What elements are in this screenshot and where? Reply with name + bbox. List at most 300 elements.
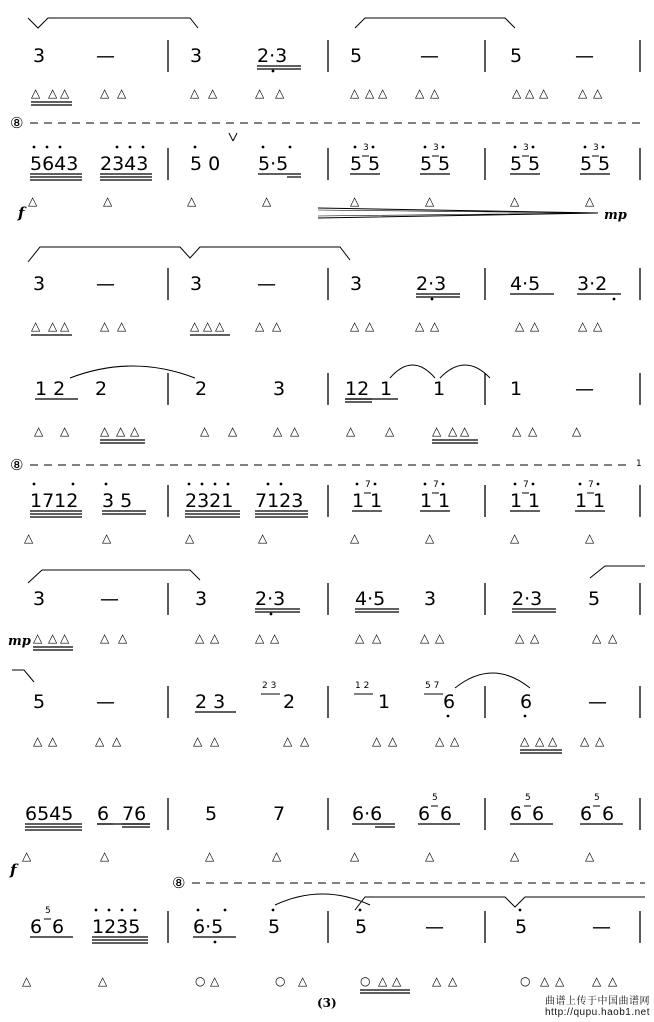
grace-note: 3	[433, 143, 439, 153]
accent-mark: △	[460, 424, 470, 438]
octave-dot	[108, 909, 111, 912]
accent-mark: △	[272, 319, 282, 333]
octave-dot	[514, 146, 517, 149]
accent-mark: △	[60, 424, 70, 438]
accent-mark: △	[578, 319, 588, 333]
accent-mark: △	[100, 424, 110, 438]
octave-dot	[372, 146, 375, 149]
note: —	[100, 588, 119, 610]
octave-dot	[431, 298, 434, 301]
accent-mark: △	[435, 631, 445, 645]
tie	[12, 670, 34, 682]
accent-mark: △	[415, 86, 425, 100]
accent-mark: △	[515, 631, 525, 645]
accent-mark: △	[415, 319, 425, 333]
note: 5	[420, 153, 433, 175]
dynamic-forte: f	[10, 861, 17, 879]
accent-mark: △	[130, 424, 140, 438]
octave-dot	[201, 483, 204, 486]
note: 5	[368, 153, 381, 175]
accent-mark: △	[530, 319, 540, 333]
accent-mark: △	[555, 974, 565, 988]
note: 2·3	[512, 588, 543, 610]
note: 2	[195, 378, 208, 400]
note: 1	[510, 490, 523, 512]
note: 2343	[100, 153, 149, 175]
octave-dot	[359, 909, 362, 912]
octave-dot	[584, 146, 587, 149]
tie	[28, 570, 200, 583]
accent-mark: △	[100, 631, 110, 645]
octave-dot	[33, 483, 36, 486]
octave-dot	[142, 146, 145, 149]
accent-mark: △	[118, 631, 128, 645]
accent-mark: △	[528, 424, 538, 438]
octave-dot	[272, 909, 275, 912]
accent-mark: △	[540, 974, 550, 988]
accent-mark: △	[585, 531, 595, 545]
note: 6	[418, 803, 431, 825]
octave-dot	[272, 70, 275, 73]
note: 6	[602, 803, 615, 825]
accent-mark: △	[548, 734, 558, 748]
accent-mark: △	[22, 974, 32, 988]
accent-mark: △	[100, 849, 110, 863]
accent-mark: △	[103, 194, 113, 208]
note: 5	[510, 45, 523, 67]
octave-dot	[579, 483, 582, 486]
accent-mark: △	[95, 734, 105, 748]
note: 5	[580, 153, 593, 175]
accent-mark: △	[578, 86, 588, 100]
slur	[275, 894, 370, 905]
note: —	[420, 45, 439, 67]
grace-note: 7	[365, 480, 371, 490]
octave-dot	[267, 483, 270, 486]
grace-note: 3	[523, 143, 529, 153]
accent-mark: △	[31, 319, 41, 333]
note: 3	[190, 273, 203, 295]
note: 6	[510, 803, 523, 825]
accent-mark: △	[34, 424, 44, 438]
note: 4·5	[510, 273, 541, 295]
note: 7	[273, 803, 286, 825]
accent-mark: △	[520, 734, 530, 748]
octave-dot	[532, 483, 535, 486]
note: 5643	[30, 153, 79, 175]
octave-dot	[188, 483, 191, 486]
note: 1 2	[35, 378, 66, 400]
accent-mark: △	[378, 974, 388, 988]
accent-mark: △	[31, 86, 41, 100]
accent-mark: △	[102, 531, 112, 545]
octave-dot	[356, 483, 359, 486]
dynamic-mezzo-piano: mp	[8, 634, 31, 649]
note: 3	[273, 378, 286, 400]
octave-dot	[262, 146, 265, 149]
octave-dot	[442, 483, 445, 486]
accent-mark: △	[255, 631, 265, 645]
accent-mark: △	[432, 424, 442, 438]
accent-mark: △	[350, 531, 360, 545]
accent-mark: △	[272, 849, 282, 863]
note: 6	[520, 691, 533, 713]
accent-mark: △	[273, 424, 283, 438]
accent-mark: △	[275, 86, 285, 100]
note: —	[96, 273, 115, 295]
note: 1	[378, 691, 391, 713]
octave-dot	[597, 483, 600, 486]
octave-dot	[442, 146, 445, 149]
note: 5	[205, 803, 218, 825]
accent-mark: △	[525, 86, 535, 100]
accent-mark: △	[430, 319, 440, 333]
note: 2	[95, 378, 108, 400]
accent-mark: △	[448, 974, 458, 988]
note: 5	[588, 588, 601, 610]
octave-dot	[613, 298, 616, 301]
accent-mark: △	[350, 319, 360, 333]
accent-mark: △	[608, 974, 618, 988]
accent-mark: △	[448, 424, 458, 438]
accent-mark: △	[60, 319, 70, 333]
octave-dot	[424, 146, 427, 149]
grace-note: 5	[45, 906, 51, 916]
accent-mark: △	[210, 734, 220, 748]
accent-mark: △	[210, 974, 220, 988]
accent-mark: △	[385, 424, 395, 438]
accent-mark: △	[425, 531, 435, 545]
note: —	[257, 273, 276, 295]
page-number: (3)	[317, 996, 337, 1010]
note: 1	[420, 490, 433, 512]
accent-mark: △	[355, 631, 365, 645]
grace-note: 5 7	[425, 681, 440, 691]
octave-dot	[72, 483, 75, 486]
note: 6	[443, 691, 456, 713]
note: 2·3	[257, 45, 288, 67]
accent-mark: △	[593, 86, 603, 100]
note: 6·6	[352, 803, 383, 825]
accent-mark: △	[48, 734, 58, 748]
accent-mark: △	[430, 86, 440, 100]
tie	[355, 897, 645, 910]
dynamic-forte: f	[18, 204, 25, 222]
note: —	[96, 691, 115, 713]
accent-mark: △	[580, 734, 590, 748]
accent-mark: △	[195, 631, 205, 645]
note: 5	[438, 153, 451, 175]
grace-note: 5	[432, 793, 438, 803]
accent-mark: △	[190, 86, 200, 100]
accent-mark: △	[185, 531, 195, 545]
accent-mark: △	[300, 734, 310, 748]
octave-dot	[270, 613, 273, 616]
note: 6	[52, 916, 65, 938]
accent-mark: △	[450, 734, 460, 748]
accent-mark: △	[205, 849, 215, 863]
note: 1	[528, 490, 541, 512]
note: 3 5	[102, 490, 133, 512]
accent-mark: △	[203, 319, 213, 333]
accent-mark: △	[298, 974, 308, 988]
decrescendo-hairpin	[318, 208, 598, 218]
accent-mark: △	[585, 194, 595, 208]
note: 4·5	[355, 588, 386, 610]
open-string-mark: ○	[360, 974, 371, 988]
slur	[455, 673, 530, 688]
note: 7123	[255, 490, 304, 512]
octave-dot	[447, 715, 450, 718]
accent-mark: △	[60, 86, 70, 100]
accent-mark: △	[608, 631, 618, 645]
accent-mark: △	[116, 424, 126, 438]
note: 3	[33, 588, 46, 610]
note: 6	[580, 803, 593, 825]
accent-mark: △	[372, 631, 382, 645]
breath-mark	[229, 133, 233, 141]
accent-mark: △	[100, 319, 110, 333]
note: 1	[510, 378, 523, 400]
accent-mark: △	[60, 631, 70, 645]
tie	[28, 247, 350, 262]
accent-mark: △	[585, 849, 595, 863]
accent-mark: △	[535, 734, 545, 748]
slur	[440, 365, 490, 378]
octave-dot	[59, 146, 62, 149]
note: 6	[440, 803, 453, 825]
octave-dot	[214, 483, 217, 486]
octave-dot	[424, 483, 427, 486]
octave-dot	[374, 483, 377, 486]
accent-mark: △	[190, 319, 200, 333]
ottava-sign: ⑧	[10, 456, 24, 474]
note: 3	[350, 273, 363, 295]
note: —	[575, 378, 594, 400]
note: 5·5	[258, 153, 289, 175]
accent-mark: △	[388, 734, 398, 748]
grace-note: 2 3	[262, 681, 277, 691]
note: 3	[190, 45, 203, 67]
grace-note: 3	[593, 143, 599, 153]
octave-dot	[129, 146, 132, 149]
note: 1235	[92, 916, 141, 938]
accent-mark: △	[187, 194, 197, 208]
grace-note: 3	[363, 143, 369, 153]
accent-mark: △	[350, 86, 360, 100]
octave-dot	[532, 146, 535, 149]
accent-mark: △	[28, 194, 38, 208]
watermark-line-2: http://qupu.haob1.net	[544, 1007, 650, 1018]
note: 1712	[30, 490, 79, 512]
note: —	[425, 916, 444, 938]
accent-mark: △	[283, 734, 293, 748]
note: —	[588, 691, 607, 713]
note: 6545	[25, 803, 74, 825]
octave-dot	[197, 909, 200, 912]
accent-mark: △	[255, 319, 265, 333]
grace-note: 7	[588, 480, 594, 490]
note: 2·3	[416, 273, 447, 295]
note: 2·3	[255, 588, 286, 610]
octave-dot	[105, 483, 108, 486]
accent-mark: △	[530, 631, 540, 645]
breath-mark	[233, 133, 237, 141]
accent-mark: △	[593, 319, 603, 333]
grace-note: 5	[594, 793, 600, 803]
accent-mark: △	[33, 631, 43, 645]
note: 5	[510, 153, 523, 175]
accent-mark: △	[350, 849, 360, 863]
note: 6	[30, 916, 43, 938]
note: 5	[350, 45, 363, 67]
note: 5	[515, 916, 528, 938]
open-string-mark: ○	[195, 974, 206, 988]
accent-mark: △	[432, 974, 442, 988]
accent-mark: △	[512, 86, 522, 100]
accent-mark: △	[425, 194, 435, 208]
note: 12	[345, 378, 370, 400]
note: 1	[593, 490, 606, 512]
note: 6	[97, 803, 110, 825]
accent-mark: △	[228, 424, 238, 438]
accent-mark: △	[48, 86, 58, 100]
note: 3·2	[577, 273, 608, 295]
accent-mark: △	[378, 86, 388, 100]
octave-dot	[354, 146, 357, 149]
accent-mark: △	[48, 319, 58, 333]
bar-end-fragment: 1	[636, 459, 642, 469]
grace-note: 1 2	[355, 681, 370, 691]
note: —	[592, 916, 611, 938]
accent-mark: △	[210, 631, 220, 645]
accent-mark: △	[515, 319, 525, 333]
accent-mark: △	[193, 734, 203, 748]
note: —	[575, 45, 594, 67]
octave-dot	[224, 909, 227, 912]
note: 1	[370, 490, 383, 512]
note: 5	[355, 916, 368, 938]
accent-mark: △	[539, 86, 549, 100]
accent-mark: △	[22, 849, 32, 863]
note: 5	[268, 916, 281, 938]
open-string-mark: ○	[520, 974, 531, 988]
note: 2321	[185, 490, 234, 512]
accent-mark: △	[572, 424, 582, 438]
watermark-line-1: 曲谱上传于中国曲谱网	[545, 996, 650, 1007]
note: 3	[424, 588, 437, 610]
accent-mark: △	[117, 86, 127, 100]
note: 76	[122, 803, 147, 825]
note: —	[96, 45, 115, 67]
grace-note: 7	[433, 480, 439, 490]
accent-mark: △	[365, 86, 375, 100]
accent-mark: △	[200, 424, 210, 438]
octave-dot	[227, 483, 230, 486]
note: 3	[33, 45, 46, 67]
accent-mark: △	[117, 319, 127, 333]
note: 1	[575, 490, 588, 512]
accent-mark: △	[592, 631, 602, 645]
accent-mark: △	[425, 849, 435, 863]
accent-mark: △	[215, 319, 225, 333]
accent-mark: △	[350, 194, 360, 208]
octave-dot	[134, 909, 137, 912]
octave-dot	[519, 909, 522, 912]
accent-mark: △	[112, 734, 122, 748]
accent-mark: △	[255, 86, 265, 100]
octave-dot	[214, 941, 217, 944]
accent-mark: △	[595, 734, 605, 748]
accent-mark: △	[435, 734, 445, 748]
accent-mark: △	[512, 424, 522, 438]
octave-dot	[46, 146, 49, 149]
accent-mark: △	[290, 424, 300, 438]
octave-dot	[524, 715, 527, 718]
note: 1	[433, 378, 446, 400]
tie	[28, 18, 198, 28]
note: 2	[283, 691, 296, 713]
accent-mark: △	[346, 424, 356, 438]
note: 5	[528, 153, 541, 175]
octave-dot	[194, 146, 197, 149]
accent-mark: △	[372, 734, 382, 748]
accent-mark: △	[33, 734, 43, 748]
watermark	[545, 996, 650, 1018]
note: 5	[350, 153, 363, 175]
note: 6·5	[193, 916, 224, 938]
accent-mark: △	[510, 531, 520, 545]
accent-mark: △	[420, 631, 430, 645]
ottava-sign: ⑧	[172, 874, 186, 892]
octave-dot	[116, 146, 119, 149]
note: 2 3	[195, 691, 226, 713]
note: 5 0	[190, 153, 221, 175]
octave-dot	[602, 146, 605, 149]
note: 1	[380, 378, 393, 400]
accent-mark: △	[208, 86, 218, 100]
tie	[355, 18, 515, 28]
ottava-sign: ⑧	[10, 114, 24, 132]
accent-mark: △	[510, 849, 520, 863]
slur	[70, 366, 195, 378]
octave-dot	[121, 909, 124, 912]
dynamic-mezzo-piano: mp	[604, 208, 627, 223]
octave-dot	[514, 483, 517, 486]
note: 1	[438, 490, 451, 512]
accent-mark: △	[510, 194, 520, 208]
open-string-mark: ○	[275, 974, 286, 988]
accent-mark: △	[270, 631, 280, 645]
accent-mark: △	[100, 86, 110, 100]
note: 5	[598, 153, 611, 175]
accent-mark: △	[592, 974, 602, 988]
note: 1	[352, 490, 365, 512]
tie	[590, 566, 645, 578]
accent-mark: △	[24, 531, 34, 545]
accent-mark: △	[258, 531, 268, 545]
accent-mark: △	[365, 319, 375, 333]
note: 5	[33, 691, 46, 713]
note: 3	[195, 588, 208, 610]
octave-dot	[33, 146, 36, 149]
accent-mark: △	[48, 631, 58, 645]
octave-dot	[95, 909, 98, 912]
accent-mark: △	[98, 974, 108, 988]
octave-dot	[280, 483, 283, 486]
grace-note: 5	[525, 793, 531, 803]
octave-dot	[289, 146, 292, 149]
